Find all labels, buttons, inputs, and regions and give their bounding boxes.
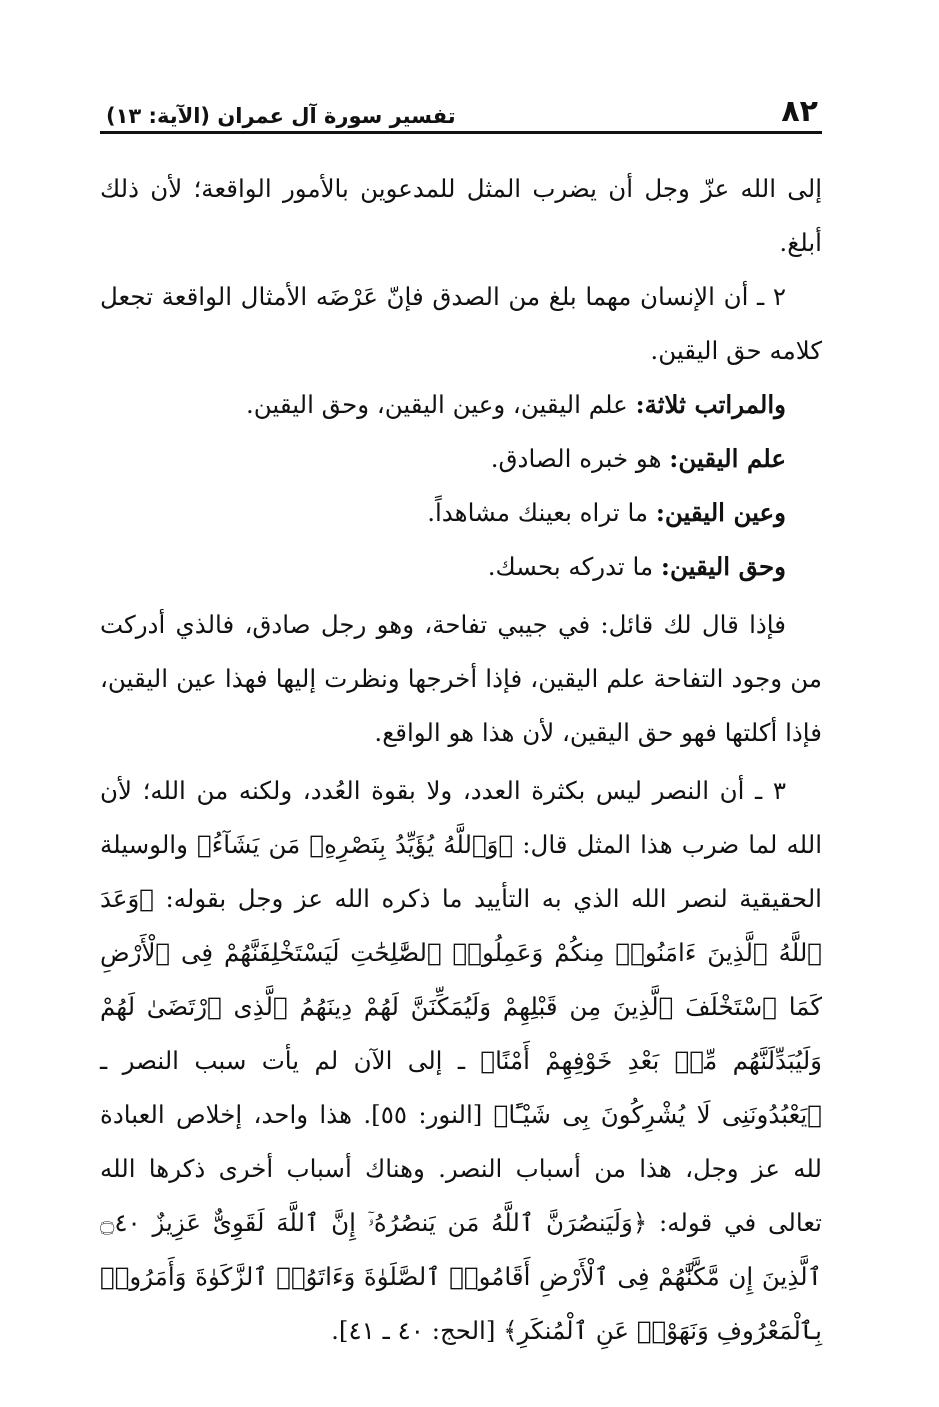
haqq-yaqin-line — [100, 540, 822, 594]
running-title: تفسير سورة آل عمران (الآية: ١٣) — [106, 104, 456, 128]
ayn-yaqin-text: ما تراه بعينك مشاهداً. — [427, 498, 656, 527]
ilm-yaqin-term: علم اليقين: — [669, 444, 786, 473]
page-number: ٨٢ — [781, 94, 818, 129]
paragraph-point-3: ٣ ـ أن النصر ليس بكثرة العدد، ولا بقوة العُدد، ولكنه من الله؛ لأن الله لما ضرب هذا المثل قال: ﴿وَٱللَّهُ يُؤَيِّدُ بِنَصْرِهِۦ مَن يَشَآءُ﴾ والوسيلة الحقيقية لنصر الله الذي به التأييد ما ذكره الله عز وجل بقوله: ﴿وَعَدَ ٱللَّهُ ٱلَّذِينَ ءَامَنُوا۟ مِنكُمْ وَعَمِلُوا۟ ٱلصَّٰلِحَٰتِ لَيَسْتَخْلِفَنَّهُمْ فِى ٱلْأَرْضِ كَمَا ٱسْتَخْلَفَ ٱلَّذِينَ مِن قَبْلِهِمْ وَلَيُمَكِّنَنَّ لَهُمْ دِينَهُمُ ٱلَّذِى ٱرْتَضَىٰ لَهُمْ وَلَيُبَدِّلَنَّهُم مِّنۢ بَعْدِ خَوْفِهِمْ أَمْنًا﴾ ـ إلى الآن لم يأت سبب النصر ـ ﴿يَعْبُدُونَنِى لَا يُشْرِكُونَ بِى شَيْـًٔا﴾ [النور: ٥٥]. هذا واحد، إخلاص العبادة لله عز وجل، هذا من أسباب النصر. وهناك أسباب أخرى ذكرها الله تعالى في قوله: ﴿وَلَيَنصُرَنَّ ٱللَّهُ مَن يَنصُرُهُۥٓ إِنَّ ٱللَّهَ لَقَوِىٌّ عَزِيزٌ ۝٤٠ ٱلَّذِينَ إِن مَّكَّنَّٰهُمْ فِى ٱلْأَرْضِ أَقَامُوا۟ ٱلصَّلَوٰةَ وَءَاتَوُا۟ ٱلزَّكَوٰةَ وَأَمَرُوا۟ بِٱلْمَعْرُوفِ وَنَهَوْا۟ عَنِ ٱلْمُنكَرِ﴾ [الحج: ٤٠ ـ ٤١]. — [100, 776, 822, 1345]
paragraph-apple-example: فإذا قال لك قائل: في جيبي تفاحة، وهو رجل صادق، فالذي أدركت من وجود التفاحة علم اليقين، فإذا أخرجها ونظرت إليها فهذا عين اليقين، فإذا أكلتها فهو حق اليقين، لأن هذا هو الواقع. — [100, 610, 822, 747]
ilm-yaqin-line — [100, 432, 822, 486]
page-body — [100, 162, 822, 1358]
paragraph-continuation: إلى الله عزّ وجل أن يضرب المثل للمدعوين بالأمور الواقعة؛ لأن ذلك أبلغ. — [100, 174, 822, 257]
ayn-yaqin-line — [100, 486, 822, 540]
haqq-yaqin-text: ما تدركه بحسك. — [487, 552, 661, 581]
haqq-yaqin-term: وحق اليقين: — [660, 552, 786, 581]
paragraph-point-2: ٢ ـ أن الإنسان مهما بلغ من الصدق فإنّ عَرْضَه الأمثال الواقعة تجعل كلامه حق اليقين. — [100, 282, 822, 365]
ilm-yaqin-text: هو خبره الصادق. — [490, 444, 670, 473]
ranks-line — [100, 378, 822, 432]
page-header — [100, 88, 822, 134]
ranks-text: علم اليقين، وعين اليقين، وحق اليقين. — [245, 390, 636, 419]
book-page — [100, 88, 822, 1358]
ranks-term: والمراتب ثلاثة: — [635, 390, 786, 419]
ayn-yaqin-term: وعين اليقين: — [655, 498, 786, 527]
